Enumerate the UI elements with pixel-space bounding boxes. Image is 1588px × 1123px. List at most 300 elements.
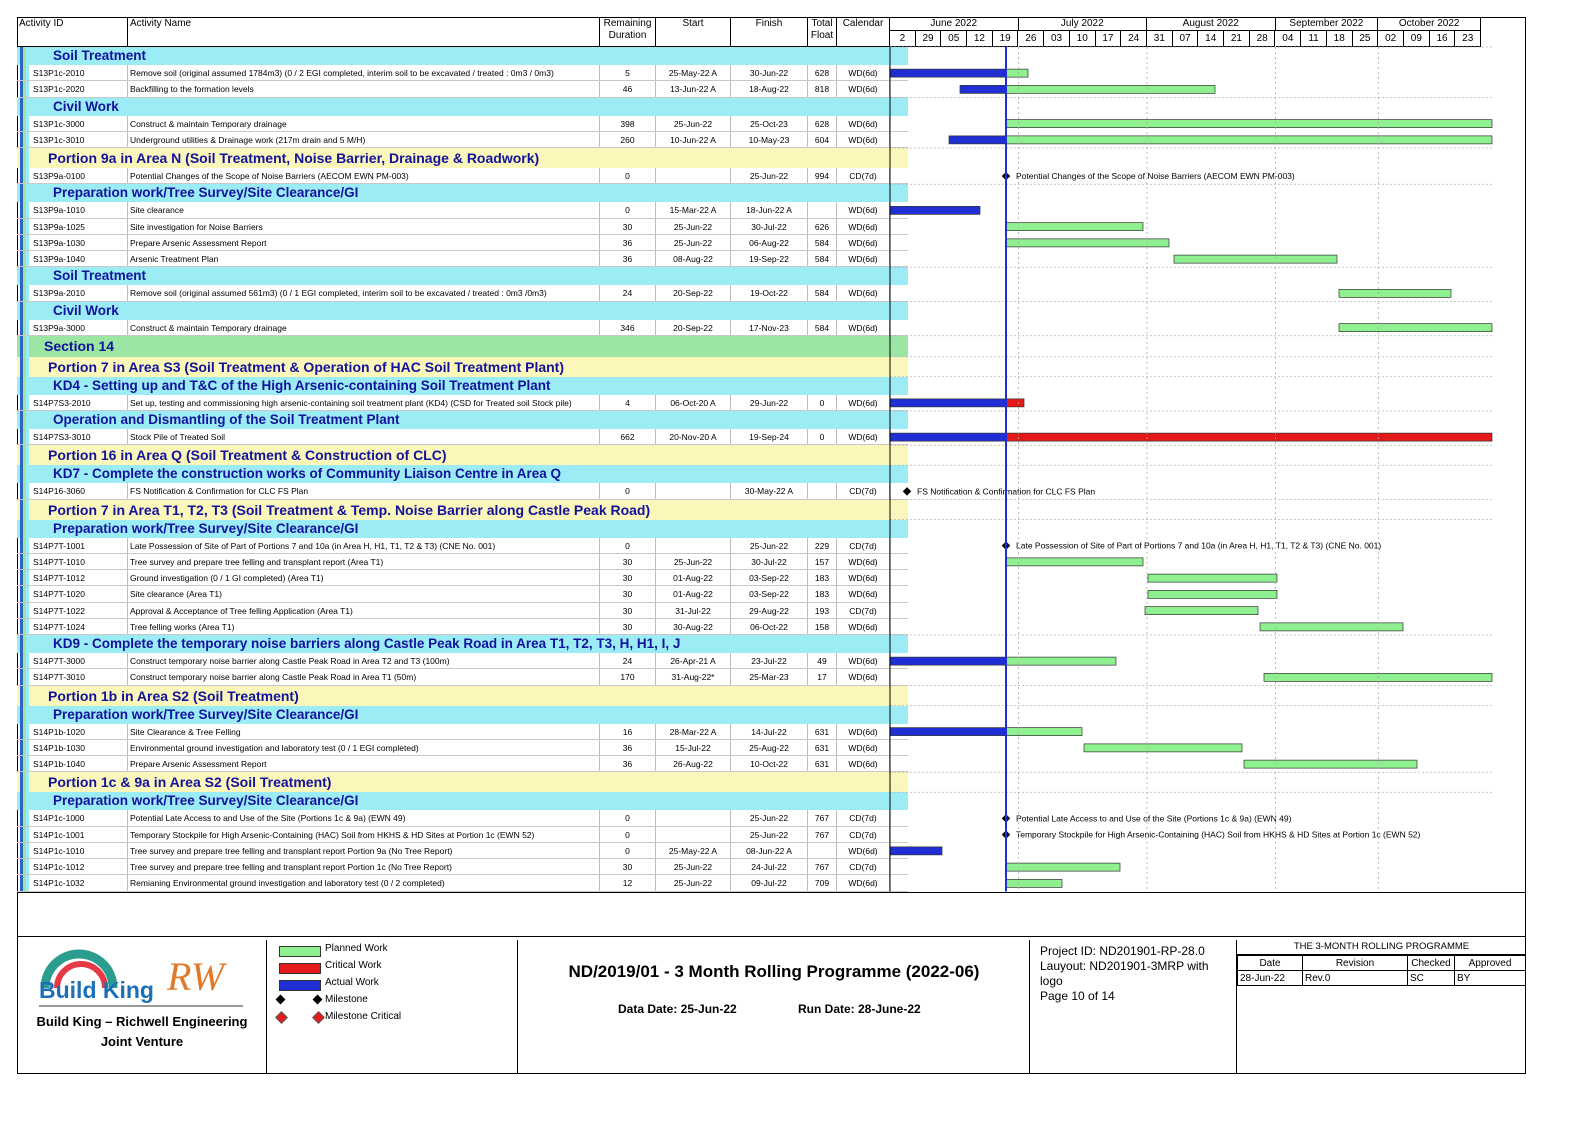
group-title: Preparation work/Tree Survey/Site Clearance/GI — [53, 793, 359, 809]
revision-heading: THE 3-MONTH ROLLING PROGRAMME — [1237, 940, 1526, 955]
group-title: Portion 1c & 9a in Area S2 (Soil Treatment) — [48, 774, 332, 791]
legend-critical-swatch — [279, 963, 321, 974]
activity-name: Potential Late Access to and Use of the Site (Portions 1c & 9a) (EWN 49) — [128, 810, 600, 825]
logo-brand-rw: RW — [167, 954, 225, 999]
activity-id: S13P9a-0100 — [31, 168, 128, 183]
header-start: Start — [656, 17, 731, 47]
activity-name: Site investigation for Noise Barriers — [128, 219, 600, 234]
start-date: 26-Apr-21 A — [656, 653, 731, 668]
total-float: 229 — [808, 538, 837, 553]
finish-date: 19-Oct-22 — [731, 285, 808, 300]
calendar: WD(6d) — [837, 235, 890, 250]
total-float: 767 — [808, 859, 837, 874]
activity-row — [17, 483, 908, 499]
legend-planned-swatch — [279, 946, 321, 957]
legend-milestone-label: Milestone — [325, 994, 368, 1005]
remaining-duration: 170 — [600, 669, 656, 684]
finish-date: 14-Jul-22 — [731, 724, 808, 739]
group-title: Portion 1b in Area S2 (Soil Treatment) — [48, 687, 299, 704]
calendar: WD(6d) — [837, 586, 890, 601]
remaining-duration: 30 — [600, 570, 656, 585]
total-float: 628 — [808, 116, 837, 131]
calendar: WD(6d) — [837, 395, 890, 410]
calendar: CD(7d) — [837, 168, 890, 183]
activity-name: Remove soil (original assumed 1784m3) (0 / 2 EGI completed, interim soil to be excavated / treated : 0m3 / 0m3) — [128, 65, 600, 80]
wbs-group-row — [17, 377, 908, 395]
week-label: 05 — [941, 31, 967, 47]
logo-panel — [17, 940, 267, 1074]
group-title: Preparation work/Tree Survey/Site Clearance/GI — [53, 706, 359, 722]
finish-date: 19-Sep-22 — [731, 251, 808, 266]
remaining-duration: 260 — [600, 132, 656, 147]
calendar: WD(6d) — [837, 429, 890, 444]
wbs-group-row — [17, 520, 908, 538]
calendar: CD(7d) — [837, 827, 890, 842]
activity-row — [17, 235, 908, 251]
activity-name: Site clearance — [128, 202, 600, 217]
start-date: 25-May-22 A — [656, 65, 731, 80]
activity-row — [17, 843, 908, 859]
start-date: 25-Jun-22 — [656, 235, 731, 250]
activity-row — [17, 538, 908, 554]
remaining-duration: 4 — [600, 395, 656, 410]
activity-id: S14P7T-1022 — [31, 603, 128, 618]
activity-id: S14P7T-3000 — [31, 653, 128, 668]
activity-row — [17, 251, 908, 267]
remaining-duration: 30 — [600, 554, 656, 569]
activity-name: Remove soil (original assumed 561m3) (0 / 1 EGI completed, interim soil to be excavated / treated : 0m3 /0m3) — [128, 285, 600, 300]
start-date: 13-Jun-22 A — [656, 81, 731, 96]
activity-row — [17, 219, 908, 235]
total-float: 631 — [808, 756, 837, 771]
activity-row — [17, 603, 908, 619]
gantt-timescale — [890, 17, 1526, 47]
activity-id: S13P9a-1040 — [31, 251, 128, 266]
group-title: Portion 9a in Area N (Soil Treatment, Noise Barrier, Drainage & Roadwork) — [48, 150, 540, 166]
finish-date: 25-Oct-23 — [731, 116, 808, 131]
total-float: 709 — [808, 875, 837, 890]
remaining-duration: 0 — [600, 483, 656, 498]
activity-name: Construct temporary noise barrier along Castle Peak Road in Area T2 and T3 (100m) — [128, 653, 600, 668]
finish-date: 30-Jul-22 — [731, 219, 808, 234]
calendar: WD(6d) — [837, 285, 890, 300]
total-float: 631 — [808, 740, 837, 755]
start-date — [656, 538, 731, 553]
total-float: 0 — [808, 395, 837, 410]
revision-col-revision: Revision — [1303, 956, 1408, 971]
month-label: October 2022 — [1378, 17, 1481, 31]
activity-name: Underground utilities & Drainage work (217m drain and 5 M/H) — [128, 132, 600, 147]
activity-row — [17, 285, 908, 301]
activity-id: S13P9a-2010 — [31, 285, 128, 300]
calendar: CD(7d) — [837, 603, 890, 618]
activity-id: S13P9a-1025 — [31, 219, 128, 234]
activity-id: S13P1c-3000 — [31, 116, 128, 131]
activity-row — [17, 619, 908, 635]
activity-name: Environmental ground investigation and laboratory test (0 / 1 EGI completed) — [128, 740, 600, 755]
activity-row — [17, 202, 908, 218]
calendar: WD(6d) — [837, 724, 890, 739]
remaining-duration: 5 — [600, 65, 656, 80]
wbs-group-row — [17, 465, 908, 483]
remaining-duration: 0 — [600, 827, 656, 842]
finish-date: 03-Sep-22 — [731, 570, 808, 585]
start-date: 01-Aug-22 — [656, 570, 731, 585]
week-label: 14 — [1198, 31, 1224, 47]
week-label: 29 — [916, 31, 942, 47]
activity-id: S14P7T-3010 — [31, 669, 128, 684]
remaining-duration: 24 — [600, 653, 656, 668]
finish-date: 19-Sep-24 — [731, 429, 808, 444]
finish-date: 25-Jun-22 — [731, 168, 808, 183]
group-title: Civil Work — [53, 302, 119, 318]
start-date: 25-Jun-22 — [656, 116, 731, 131]
total-float: 767 — [808, 810, 837, 825]
revision-val-checked: SC — [1408, 971, 1455, 986]
calendar: WD(6d) — [837, 65, 890, 80]
total-float: 584 — [808, 235, 837, 250]
activity-name: Late Possession of Site of Part of Portions 7 and 10a (in Area H, H1, T1, T2 & T3) (CNE No. 001) — [128, 538, 600, 553]
total-float: 994 — [808, 168, 837, 183]
total-float: 631 — [808, 724, 837, 739]
group-title: KD4 - Setting up and T&C of the High Arsenic-containing Soil Treatment Plant — [53, 377, 551, 393]
week-label: 26 — [1019, 31, 1045, 47]
remaining-duration: 36 — [600, 235, 656, 250]
start-date — [656, 168, 731, 183]
activity-name: Remianing Environmental ground investigation and laboratory test (0 / 2 completed) — [128, 875, 600, 890]
week-label: 12 — [967, 31, 993, 47]
month-label: July 2022 — [1019, 17, 1148, 31]
remaining-duration: 46 — [600, 81, 656, 96]
activity-name: Construct & maintain Temporary drainage — [128, 320, 600, 335]
activity-name: Prepare Arsenic Assessment Report — [128, 235, 600, 250]
section-row — [17, 336, 908, 357]
revision-col-approved: Approved — [1455, 956, 1526, 971]
start-date: 01-Aug-22 — [656, 586, 731, 601]
remaining-duration: 0 — [600, 538, 656, 553]
finish-date: 09-Jul-22 — [731, 875, 808, 890]
header-finish: Finish — [731, 17, 808, 47]
activity-row — [17, 320, 908, 336]
total-float: 158 — [808, 619, 837, 634]
week-label: 04 — [1276, 31, 1302, 47]
activity-name: FS Notification & Confirmation for CLC FS Plan — [128, 483, 600, 498]
activity-row — [17, 429, 908, 445]
page-number: Page 10 of 14 — [1040, 989, 1115, 1003]
activity-name: Set up, testing and commissioning high arsenic-containing soil treatment plant (KD4) (CSD for Treated soil Stock pile) — [128, 395, 600, 410]
table-header — [17, 17, 1526, 47]
total-float — [808, 202, 837, 217]
wbs-group-row — [17, 267, 908, 285]
activity-row — [17, 740, 908, 756]
activity-name: Construct temporary noise barrier along Castle Peak Road in Area T1 (50m) — [128, 669, 600, 684]
total-float: 49 — [808, 653, 837, 668]
remaining-duration: 30 — [600, 859, 656, 874]
activity-id: S14P1c-1001 — [31, 827, 128, 842]
run-date: Run Date: 28-June-22 — [798, 1002, 921, 1016]
activity-row — [17, 859, 908, 875]
activity-id: S14P7T-1010 — [31, 554, 128, 569]
start-date: 20-Sep-22 — [656, 320, 731, 335]
legend-critical-label: Critical Work — [325, 960, 382, 971]
wbs-group-row — [17, 98, 908, 116]
header-activity-id: Activity ID — [17, 17, 128, 47]
title-panel — [518, 940, 1030, 1074]
activity-row — [17, 168, 908, 184]
finish-date: 18-Jun-22 A — [731, 202, 808, 217]
milestone-label: Late Possession of Site of Part of Portions 7 and 10a (in Area H, H1, T1, T2 & T3) (CNE No. 001) — [1016, 540, 1382, 551]
activity-id: S14P7T-1001 — [31, 538, 128, 553]
activity-name: Temporary Stockpile for High Arsenic-Containing (HAC) Soil from HKHS & HD Sites at Portion 1c (EWN 52) — [128, 827, 600, 842]
finish-date: 25-Aug-22 — [731, 740, 808, 755]
remaining-duration: 30 — [600, 586, 656, 601]
finish-date: 25-Jun-22 — [731, 827, 808, 842]
activity-row — [17, 724, 908, 740]
week-label: 2 — [890, 31, 916, 47]
header-remaining-duration: Remaining Duration — [600, 17, 656, 47]
group-title: KD7 - Complete the construction works of Community Liaison Centre in Area Q — [53, 466, 562, 482]
activity-id: S13P9a-1030 — [31, 235, 128, 250]
remaining-duration: 346 — [600, 320, 656, 335]
group-title: Civil Work — [53, 98, 119, 114]
finish-date: 29-Aug-22 — [731, 603, 808, 618]
remaining-duration: 662 — [600, 429, 656, 444]
activity-row — [17, 669, 908, 685]
revision-val-date: 28-Jun-22 — [1238, 971, 1303, 986]
legend-planned-label: Planned Work — [325, 943, 388, 954]
legend-milestone-icon-2 — [313, 995, 323, 1005]
group-title: Preparation work/Tree Survey/Site Clearance/GI — [53, 185, 359, 201]
finish-date: 17-Nov-23 — [731, 320, 808, 335]
week-label: 17 — [1096, 31, 1122, 47]
activity-row — [17, 827, 908, 843]
wbs-group-row — [17, 706, 908, 724]
calendar: CD(7d) — [837, 810, 890, 825]
calendar: WD(6d) — [837, 740, 890, 755]
activity-name: Tree felling works (Area T1) — [128, 619, 600, 634]
calendar: WD(6d) — [837, 756, 890, 771]
programme-title: ND/2019/01 - 3 Month Rolling Programme (2022-06) — [568, 962, 980, 981]
calendar: CD(7d) — [837, 483, 890, 498]
activity-id: S14P16-3060 — [31, 483, 128, 498]
calendar: WD(6d) — [837, 219, 890, 234]
start-date: 25-Jun-22 — [656, 554, 731, 569]
activity-name: Site Clearance & Tree Felling — [128, 724, 600, 739]
activity-row — [17, 586, 908, 602]
total-float: 193 — [808, 603, 837, 618]
finish-date: 29-Jun-22 — [731, 395, 808, 410]
activity-row — [17, 875, 908, 891]
remaining-duration: 0 — [600, 202, 656, 217]
week-label: 07 — [1173, 31, 1199, 47]
finish-date: 08-Jun-22 A — [731, 843, 808, 858]
start-date: 25-Jun-22 — [656, 859, 731, 874]
total-float — [808, 843, 837, 858]
activity-id: S14P1c-1012 — [31, 859, 128, 874]
group-title: Operation and Dismantling of the Soil Treatment Plant — [53, 412, 400, 427]
activity-id: S13P1c-2010 — [31, 65, 128, 80]
wbs-group-row — [17, 792, 908, 810]
remaining-duration: 0 — [600, 810, 656, 825]
finish-date: 25-Jun-22 — [731, 810, 808, 825]
activity-name: Ground investigation (0 / 1 GI completed) (Area T1) — [128, 570, 600, 585]
week-label: 31 — [1147, 31, 1173, 47]
calendar: WD(6d) — [837, 116, 890, 131]
logo-caption-line2: Joint Venture — [100, 1034, 184, 1049]
activity-id: S14P1c-1032 — [31, 875, 128, 890]
total-float: 157 — [808, 554, 837, 569]
milestone-label: Potential Late Access to and Use of the Site (Portions 1c & 9a) (EWN 49) — [1016, 813, 1292, 824]
finish-date: 25-Mar-23 — [731, 669, 808, 684]
finish-date: 25-Jun-22 — [731, 538, 808, 553]
remaining-duration: 0 — [600, 843, 656, 858]
group-title: Portion 16 in Area Q (Soil Treatment & Construction of CLC) — [48, 447, 447, 464]
milestone-label: Potential Changes of the Scope of Noise Barriers (AECOM EWN PM-003) — [1016, 171, 1295, 182]
activity-name: Stock Pile of Treated Soil — [128, 429, 600, 444]
calendar: WD(6d) — [837, 320, 890, 335]
calendar: WD(6d) — [837, 653, 890, 668]
week-label: 28 — [1250, 31, 1276, 47]
wbs-group-row — [17, 302, 908, 320]
activity-id: S13P1c-2020 — [31, 81, 128, 96]
calendar: WD(6d) — [837, 875, 890, 890]
finish-date: 06-Oct-22 — [731, 619, 808, 634]
remaining-duration: 30 — [600, 603, 656, 618]
start-date: 06-Oct-20 A — [656, 395, 731, 410]
start-date: 25-Jun-22 — [656, 219, 731, 234]
week-label: 11 — [1301, 31, 1327, 47]
data-date: Data Date: 25-Jun-22 — [618, 1002, 737, 1016]
group-title: Preparation work/Tree Survey/Site Clearance/GI — [53, 520, 359, 536]
month-label: June 2022 — [890, 17, 1019, 31]
project-layout: Lauyout: ND201901-3MRP with logo — [1040, 959, 1209, 988]
week-label: 10 — [1070, 31, 1096, 47]
revision-val-revision: Rev.0 — [1303, 971, 1408, 986]
start-date: 08-Aug-22 — [656, 251, 731, 266]
milestone-label: FS Notification & Confirmation for CLC FS Plan — [917, 486, 1096, 497]
activity-row — [17, 65, 908, 81]
calendar: WD(6d) — [837, 132, 890, 147]
revision-panel — [1237, 940, 1526, 984]
activity-id: S14P1b-1030 — [31, 740, 128, 755]
start-date: 10-Jun-22 A — [656, 132, 731, 147]
portion-row — [17, 357, 908, 377]
activity-id: S14P7S3-3010 — [31, 429, 128, 444]
activity-name: Approval & Acceptance of Tree felling Application (Area T1) — [128, 603, 600, 618]
finish-date: 30-Jun-22 — [731, 65, 808, 80]
legend-milestone-critical-icon — [275, 1011, 288, 1024]
calendar: WD(6d) — [837, 669, 890, 684]
project-info-panel — [1030, 940, 1237, 1074]
activity-id: S14P1c-1000 — [31, 810, 128, 825]
total-float: 584 — [808, 285, 837, 300]
logo-caption-line1: Build King – Richwell Engineering — [36, 1014, 248, 1029]
portion-row — [17, 686, 908, 706]
week-label: 02 — [1378, 31, 1404, 47]
group-title: Section 14 — [44, 337, 115, 354]
total-float: 584 — [808, 251, 837, 266]
calendar: CD(7d) — [837, 538, 890, 553]
activity-name: Tree survey and prepare tree felling and transplant report (Area T1) — [128, 554, 600, 569]
activity-id: S14P1b-1020 — [31, 724, 128, 739]
activity-id: S13P9a-1010 — [31, 202, 128, 217]
week-label: 25 — [1353, 31, 1379, 47]
remaining-duration: 30 — [600, 219, 656, 234]
calendar: WD(6d) — [837, 554, 890, 569]
week-label: 16 — [1430, 31, 1456, 47]
remaining-duration: 36 — [600, 756, 656, 771]
week-label: 19 — [993, 31, 1019, 47]
legend-milestone-critical-label: Milestone Critical — [325, 1011, 402, 1022]
remaining-duration: 36 — [600, 740, 656, 755]
group-title: KD9 - Complete the temporary noise barriers along Castle Peak Road in Area T1, T2, T3, H, H1, I, J — [53, 636, 681, 651]
start-date: 31-Aug-22* — [656, 669, 731, 684]
activity-name: Tree survey and prepare tree felling and transplant report Portion 1c (No Tree Report) — [128, 859, 600, 874]
start-date: 15-Mar-22 A — [656, 202, 731, 217]
portion-row — [17, 772, 908, 792]
revision-val-approved: BY — [1455, 971, 1526, 986]
start-date: 28-Mar-22 A — [656, 724, 731, 739]
finish-date: 03-Sep-22 — [731, 586, 808, 601]
month-label: September 2022 — [1276, 17, 1379, 31]
total-float: 0 — [808, 429, 837, 444]
group-title: Portion 7 in Area S3 (Soil Treatment & Operation of HAC Soil Treatment Plant) — [48, 358, 565, 375]
wbs-group-row — [17, 47, 908, 65]
start-date — [656, 810, 731, 825]
total-float: 17 — [808, 669, 837, 684]
activity-row — [17, 810, 908, 826]
week-label: 23 — [1455, 31, 1481, 47]
calendar: WD(6d) — [837, 619, 890, 634]
week-label: 21 — [1224, 31, 1250, 47]
calendar: CD(7d) — [837, 859, 890, 874]
finish-date: 30-May-22 A — [731, 483, 808, 498]
header-total-float: Total Float — [808, 17, 837, 47]
start-date — [656, 827, 731, 842]
total-float — [808, 483, 837, 498]
activity-id: S13P1c-3010 — [31, 132, 128, 147]
remaining-duration: 36 — [600, 251, 656, 266]
activity-id: S14P1c-1010 — [31, 843, 128, 858]
remaining-duration: 16 — [600, 724, 656, 739]
finish-date: 30-Jul-22 — [731, 554, 808, 569]
total-float: 584 — [808, 320, 837, 335]
wbs-group-row — [17, 184, 908, 202]
legend-milestone-critical-icon-2 — [312, 1011, 325, 1024]
calendar: WD(6d) — [837, 570, 890, 585]
activity-id: S14P7T-1012 — [31, 570, 128, 585]
total-float: 604 — [808, 132, 837, 147]
activity-id: S14P7S3-2010 — [31, 395, 128, 410]
start-date: 20-Sep-22 — [656, 285, 731, 300]
header-activity-name: Activity Name — [128, 17, 600, 47]
remaining-duration: 12 — [600, 875, 656, 890]
week-label: 24 — [1121, 31, 1147, 47]
revision-col-checked: Checked — [1408, 956, 1455, 971]
remaining-duration: 0 — [600, 168, 656, 183]
activity-name: Tree survey and prepare tree felling and transplant report Portion 9a (No Tree Report) — [128, 843, 600, 858]
start-date: 15-Jul-22 — [656, 740, 731, 755]
header-calendar: Calendar — [837, 17, 890, 47]
total-float: 767 — [808, 827, 837, 842]
month-label: August 2022 — [1147, 17, 1276, 31]
calendar: WD(6d) — [837, 251, 890, 266]
activity-name: Arsenic Treatment Plan — [128, 251, 600, 266]
title-block — [17, 940, 1526, 1074]
start-date: 26-Aug-22 — [656, 756, 731, 771]
activity-row — [17, 395, 908, 411]
week-label: 09 — [1404, 31, 1430, 47]
